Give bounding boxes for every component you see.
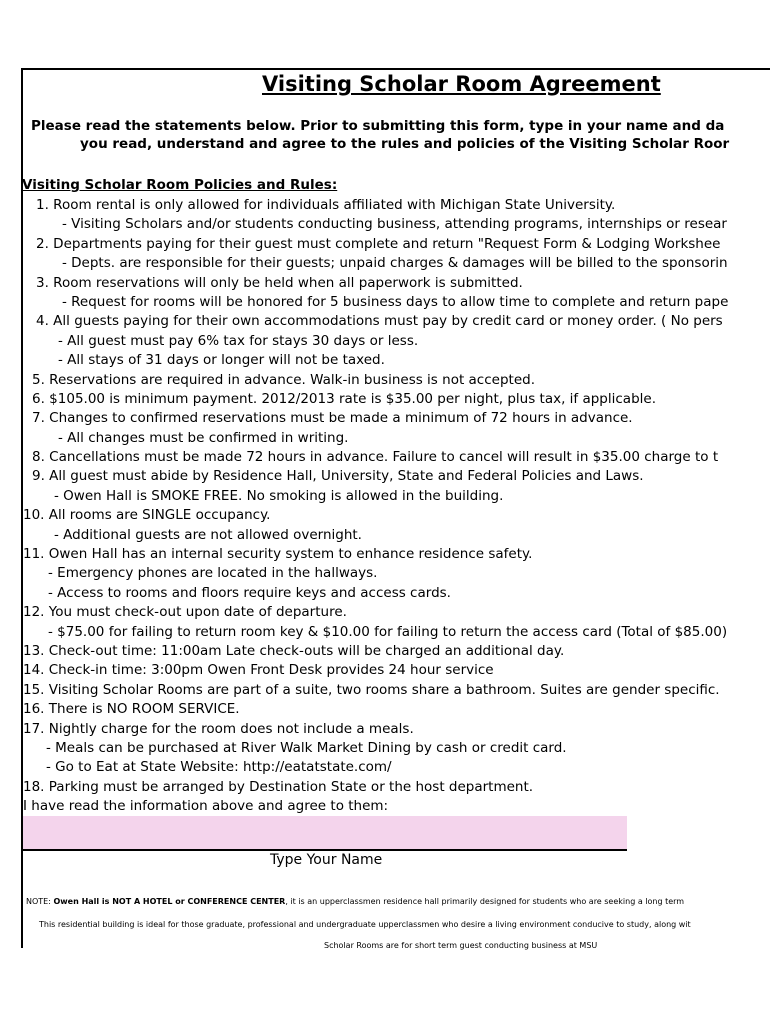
- note-line-1: [26, 897, 684, 906]
- note-bold-text: Owen Hall is NOT A HOTEL or CONFERENCE CENTER: [53, 897, 286, 906]
- intro-line-2: you read, understand and agree to the rules and policies of the Visiting Scholar Roor: [80, 136, 730, 152]
- note-line-3: Scholar Rooms are for short term guest conducting business at MSU: [324, 941, 598, 950]
- rule-line: 15. Visiting Scholar Rooms are part of a suite, two rooms share a bathroom. Suites are gender specific.: [23, 681, 720, 698]
- rule-line: - All changes must be confirmed in writing.: [58, 429, 349, 446]
- rule-line: - Access to rooms and floors require keys and access cards.: [48, 584, 451, 601]
- rule-line: - All guest must pay 6% tax for stays 30 days or less.: [58, 332, 419, 349]
- rule-line: 6. $105.00 is minimum payment. 2012/2013 rate is $35.00 per night, plus tax, if applicable.: [32, 390, 656, 407]
- rule-line: 8. Cancellations must be made 72 hours in advance. Failure to cancel will result in $35.00 charge to t: [32, 449, 719, 466]
- rule-line: 18. Parking must be arranged by Destination State or the host department.: [23, 778, 534, 795]
- rule-line: 14. Check-in time: 3:00pm Owen Front Desk provides 24 hour service: [23, 662, 494, 679]
- top-border: [21, 68, 770, 70]
- rule-line: 13. Check-out time: 11:00am Late check-outs will be charged an additional day.: [23, 642, 565, 659]
- rule-line: - $75.00 for failing to return room key & $10.00 for failing to return the access card (Total of $85.00): [48, 623, 728, 640]
- rule-line: - Visiting Scholars and/or students conducting business, attending programs, internships or resear: [62, 216, 727, 233]
- rule-line: 2. Departments paying for their guest must complete and return "Request Form & Lodging Workshee: [36, 235, 721, 252]
- name-input[interactable]: [23, 816, 627, 851]
- note-line-2: This residential building is ideal for those graduate, professional and undergraduate upperclassmen who desire a living environment conducive to study, along wit: [39, 920, 691, 929]
- rule-line: 12. You must check-out upon date of departure.: [23, 604, 347, 621]
- rule-line: 10. All rooms are SINGLE occupancy.: [23, 507, 271, 524]
- rule-line: 3. Room reservations will only be held when all paperwork is submitted.: [36, 274, 523, 291]
- rule-line: - Depts. are responsible for their guests; unpaid charges & damages will be billed to the sponsorin: [62, 255, 728, 272]
- rules-list: [0, 196, 770, 817]
- note-label: NOTE:: [26, 897, 51, 906]
- rule-line: - All stays of 31 days or longer will not be taxed.: [58, 352, 385, 369]
- rule-line: 1. Room rental is only allowed for individuals affiliated with Michigan State University.: [36, 197, 616, 213]
- rule-line: I have read the information above and agree to them:: [23, 798, 389, 815]
- rule-line: - Additional guests are not allowed overnight.: [54, 526, 362, 543]
- rule-line: 9. All guest must abide by Residence Hall, University, State and Federal Policies and Laws.: [32, 468, 644, 485]
- rule-line: - Request for rooms will be honored for 5 business days to allow time to complete and return pape: [62, 293, 729, 310]
- rule-line: 4. All guests paying for their own accommodations must pay by credit card or money order. ( No pers: [36, 313, 723, 330]
- rule-line: 5. Reservations are required in advance. Walk-in business is not accepted.: [32, 371, 535, 388]
- rule-line: - Go to Eat at State Website: http://eatatstate.com/: [46, 759, 392, 776]
- page-title: Visiting Scholar Room Agreement: [262, 72, 661, 96]
- rule-line: 16. There is NO ROOM SERVICE.: [23, 701, 240, 718]
- note-rest-text: , it is an upperclassmen residence hall primarily designed for students who are seeking a long term: [285, 897, 685, 906]
- rule-line: 17. Nightly charge for the room does not include a meals.: [23, 720, 414, 737]
- rule-line: - Owen Hall is SMOKE FREE. No smoking is allowed in the building.: [54, 487, 504, 504]
- intro-line-1: Please read the statements below. Prior to submitting this form, type in your name and da: [31, 118, 725, 134]
- rule-line: - Meals can be purchased at River Walk Market Dining by cash or credit card.: [46, 739, 567, 756]
- rule-line: 7. Changes to confirmed reservations must be made a minimum of 72 hours in advance.: [32, 410, 633, 427]
- policies-heading: Visiting Scholar Room Policies and Rules:: [22, 177, 338, 193]
- name-caption: Type Your Name: [270, 852, 383, 868]
- rule-line: 11. Owen Hall has an internal security system to enhance residence safety.: [23, 546, 533, 563]
- rule-line: - Emergency phones are located in the hallways.: [48, 565, 378, 582]
